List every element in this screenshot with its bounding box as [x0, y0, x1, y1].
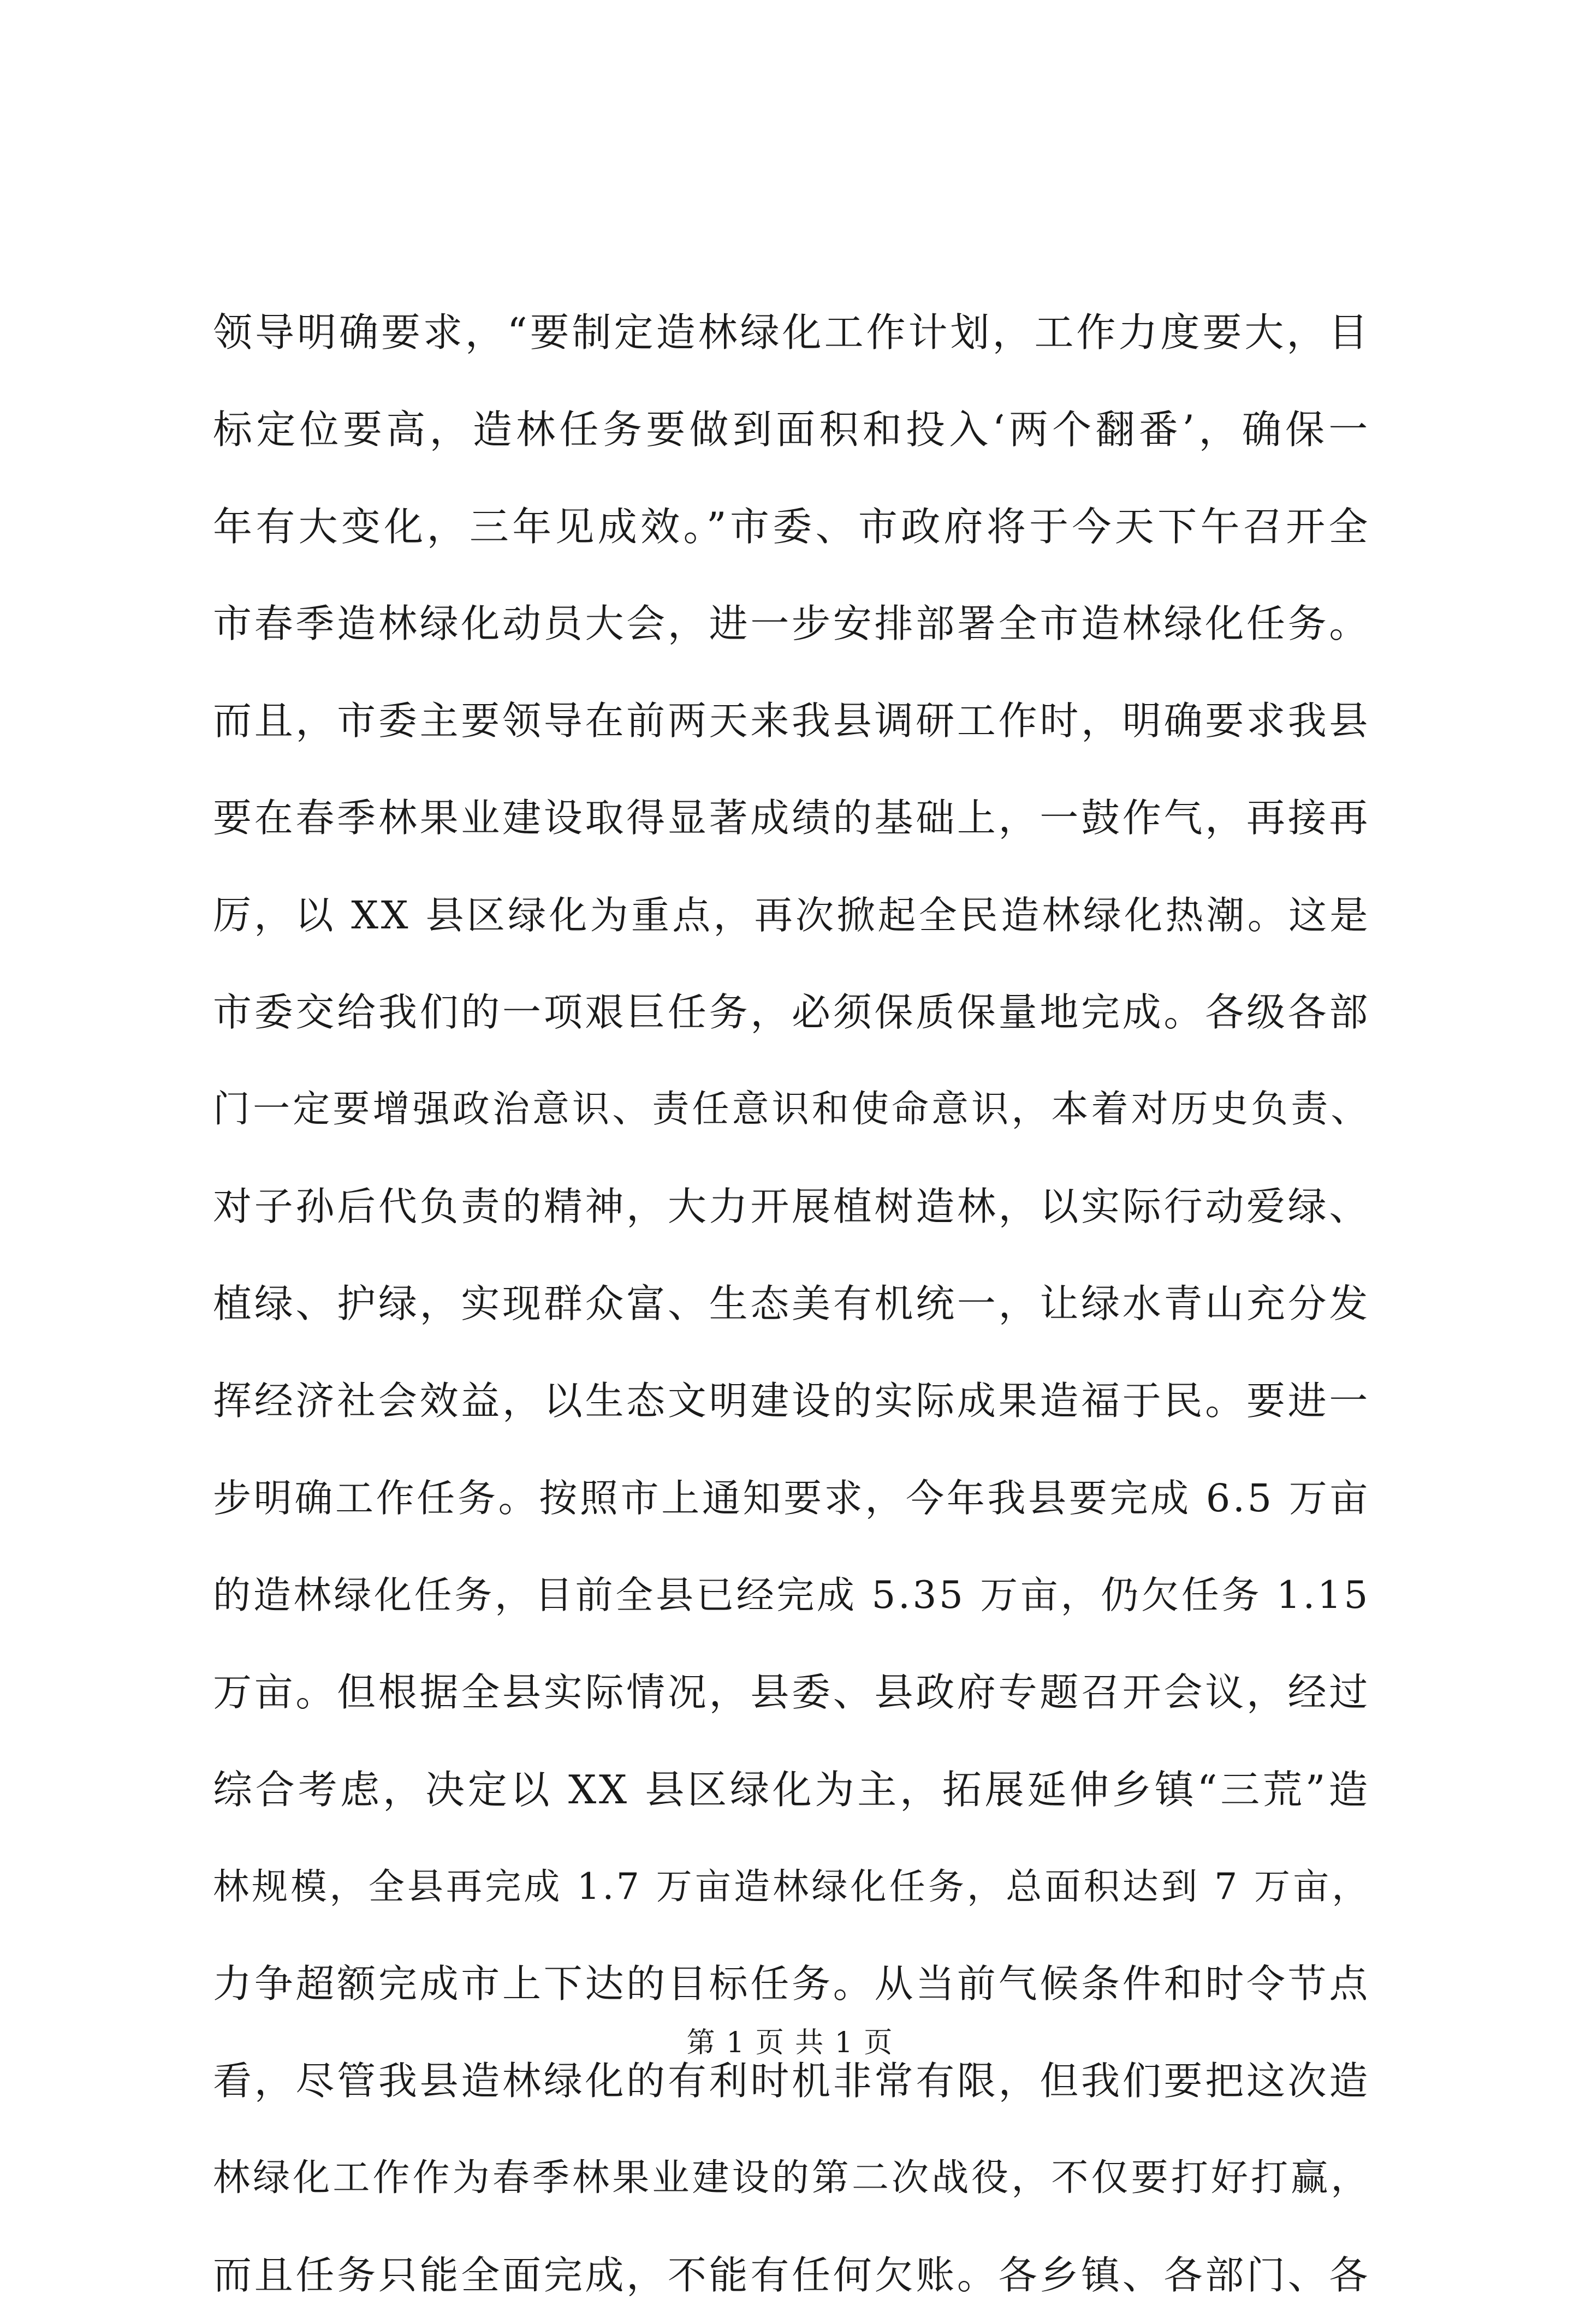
- text-line: 力争超额完成市上下达的目标任务。从当前气候条件和时令节点: [213, 1961, 1370, 2006]
- text-line: 对子孙后代负责的精神，大力开展植树造林，以实际行动爱绿、: [213, 1184, 1370, 1229]
- text-line: 看，尽管我县造林绿化的有利时机非常有限，但我们要把这次造: [213, 2058, 1370, 2103]
- text-line: 植绿、护绿，实现群众富、生态美有机统一，让绿水青山充分发: [213, 1281, 1370, 1326]
- text-line: 厉，以 XX 县区绿化为重点，再次掀起全民造林绿化热潮。这是: [213, 893, 1370, 938]
- text-line: 门一定要增强政治意识、责任意识和使命意识，本着对历史负责、: [213, 1088, 1370, 1131]
- text-line: 的造林绿化任务，目前全县已经完成 5.35 万亩，仍欠任务 1.15: [213, 1574, 1370, 1617]
- page-footer: [0, 2019, 1580, 2060]
- body-paragraph: [213, 284, 1370, 2324]
- text-line: 而且任务只能全面完成，不能有任何欠账。各乡镇、各部门、各: [213, 2253, 1370, 2298]
- text-line: 综合考虑，决定以 XX 县区绿化为主，拓展延伸乡镇“三荒”造: [213, 1767, 1370, 1813]
- text-line: 市委交给我们的一项艰巨任务，必须保质保量地完成。各级各部: [213, 990, 1370, 1035]
- text-line: 步明确工作任务。按照市上通知要求，今年我县要完成 6.5 万亩: [213, 1476, 1370, 1521]
- text-line: 万亩。但根据全县实际情况，县委、县政府专题召开会议，经过: [213, 1670, 1370, 1715]
- text-line: 要在春季林果业建设取得显著成绩的基础上，一鼓作气，再接再: [213, 795, 1370, 841]
- text-line: 市春季造林绿化动员大会，进一步安排部署全市造林绿化任务。: [213, 601, 1370, 646]
- text-line: 林规模，全县再完成 1.7 万亩造林绿化任务，总面积达到 7 万亩，: [213, 1866, 1370, 1908]
- text-line: 而且，市委主要领导在前两天来我县调研工作时，明确要求我县: [213, 698, 1370, 743]
- text-line: 领导明确要求，“要制定造林绿化工作计划，工作力度要大，目: [213, 309, 1370, 355]
- page-number-label: 第 1 页 共 1 页: [686, 2027, 894, 2059]
- text-line: 林绿化工作作为春季林果业建设的第二次战役，不仅要打好打赢，: [213, 2156, 1370, 2200]
- text-line: 年有大变化，三年见成效。”市委、市政府将于今天下午召开全: [213, 504, 1370, 550]
- text-line: 挥经济社会效益，以生态文明建设的实际成果造福于民。要进一: [213, 1378, 1370, 1423]
- text-line: 标定位要高，造林任务要做到面积和投入‘两个翻番’，确保一: [213, 407, 1370, 452]
